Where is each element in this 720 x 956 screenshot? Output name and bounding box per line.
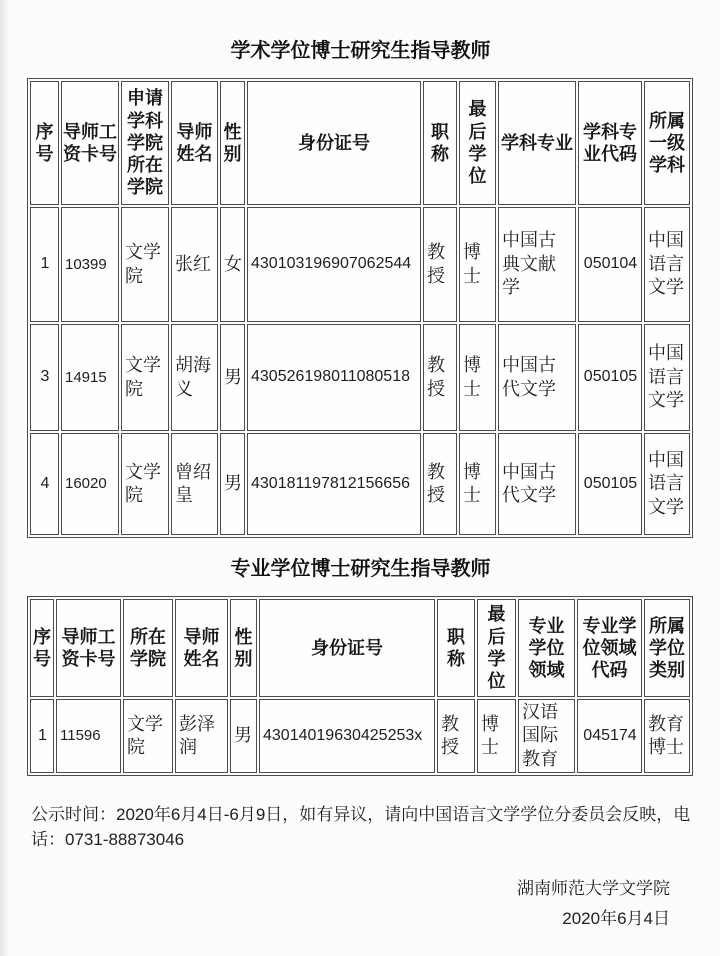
tables-container [27, 38, 694, 776]
professional-table-title: 专业学位博士研究生指导教师 [230, 558, 491, 580]
header-cell: 所属一级学科 [644, 81, 690, 205]
data-cell: 教授 [423, 324, 457, 431]
data-cell: 曾绍皇 [171, 433, 218, 535]
data-cell: 博士 [459, 207, 496, 322]
data-cell: 3 [30, 324, 59, 431]
table-row [30, 699, 690, 773]
header-cell: 专业学位领域代码 [577, 599, 642, 697]
data-cell: 1 [30, 699, 54, 773]
header-cell: 性别 [220, 81, 245, 205]
table-row [30, 324, 690, 431]
header-cell: 学科专业 [498, 81, 576, 205]
header-cell: 最后学位 [477, 599, 516, 697]
data-cell: 博士 [459, 324, 496, 431]
header-cell: 导师工资卡号 [56, 599, 121, 697]
data-cell: 彭泽润 [175, 699, 228, 773]
data-cell: 教育博士 [644, 699, 690, 773]
data-cell: 文学院 [121, 324, 169, 431]
header-cell: 申请学科学院所在学院 [121, 81, 169, 205]
data-cell: 045174 [577, 699, 642, 773]
public-notice-text: 公示时间：2020年6月4日-6月9日，如有异议，请向中国语言文学学位分委员会反映，电话：0731-88873046 [31, 805, 691, 850]
header-cell: 职称 [423, 81, 457, 205]
data-cell: 中国语言文学 [644, 207, 690, 322]
data-cell: 文学院 [121, 433, 169, 535]
data-cell: 男 [230, 699, 257, 773]
data-cell: 43014019630425253x [259, 699, 435, 773]
data-cell: 男 [220, 433, 245, 535]
professional-supervisors-table [27, 596, 693, 776]
data-cell: 中国语言文学 [644, 324, 690, 431]
data-cell: 14915 [61, 324, 119, 431]
data-cell: 4 [30, 433, 59, 535]
data-cell: 文学院 [123, 699, 173, 773]
signature-block [27, 874, 694, 934]
data-cell: 中国古代文学 [498, 324, 576, 431]
header-cell: 专业学位领域 [518, 599, 575, 697]
data-cell: 文学院 [121, 207, 169, 322]
data-cell: 中国语言文学 [644, 433, 690, 535]
data-cell: 博士 [477, 699, 516, 773]
header-cell: 身份证号 [247, 81, 421, 205]
data-cell: 汉语国际教育 [518, 699, 575, 773]
header-cell: 序号 [30, 599, 54, 697]
data-cell: 女 [220, 207, 245, 322]
header-cell: 身份证号 [259, 599, 435, 697]
academic-table-title: 学术学位博士研究生指导教师 [230, 40, 491, 62]
header-cell: 序号 [30, 81, 59, 205]
data-cell: 博士 [459, 433, 496, 535]
signature-date: 2020年6月4日 [562, 909, 670, 929]
header-cell: 学科专业代码 [578, 81, 642, 205]
data-cell: 16020 [61, 433, 119, 535]
data-cell: 教授 [423, 433, 457, 535]
data-cell: 050104 [578, 207, 642, 322]
data-cell: 胡海义 [171, 324, 218, 431]
data-cell: 430526198011080518 [247, 324, 421, 431]
data-cell: 教授 [437, 699, 475, 773]
data-cell: 050105 [578, 324, 642, 431]
header-cell: 导师姓名 [171, 81, 218, 205]
data-cell: 430181197812156656 [247, 433, 421, 535]
data-cell: 中国古典文献学 [498, 207, 576, 322]
data-cell: 中国古代文学 [498, 433, 576, 535]
data-cell: 1 [30, 207, 59, 322]
table-row [30, 207, 690, 322]
data-cell: 张红 [171, 207, 218, 322]
data-cell: 男 [220, 324, 245, 431]
academic-supervisors-table [27, 78, 693, 538]
header-cell: 所在学院 [123, 599, 173, 697]
header-cell: 导师工资卡号 [61, 81, 119, 205]
data-cell: 10399 [61, 207, 119, 322]
data-cell: 430103196907062544 [247, 207, 421, 322]
signature-org: 湖南师范大学文学院 [517, 879, 670, 899]
data-cell: 教授 [423, 207, 457, 322]
table-row [30, 433, 690, 535]
header-cell: 职称 [437, 599, 475, 697]
header-cell: 性别 [230, 599, 257, 697]
header-cell: 最后学位 [459, 81, 496, 205]
data-cell: 11596 [56, 699, 121, 773]
header-cell: 所属学位类别 [644, 599, 690, 697]
header-cell: 导师姓名 [175, 599, 228, 697]
data-cell: 050105 [578, 433, 642, 535]
